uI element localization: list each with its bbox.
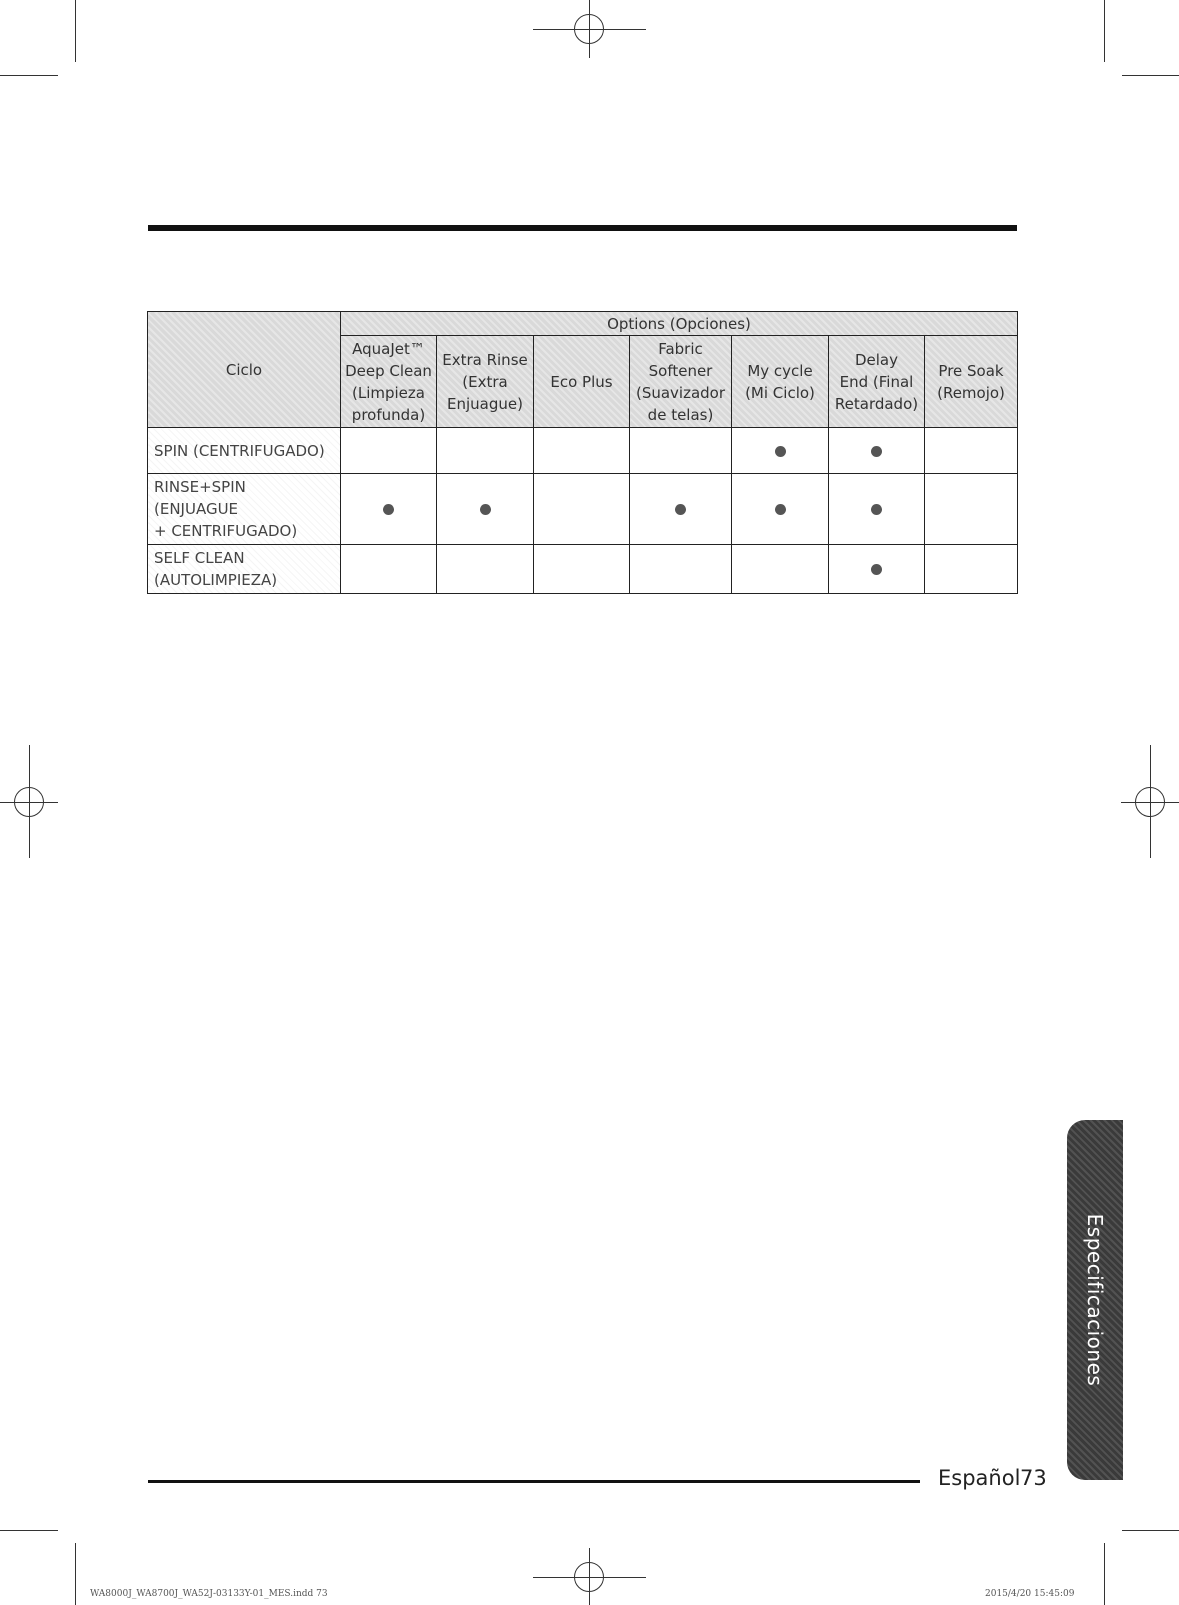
table-row [148, 474, 1018, 545]
option-header-line: de telas) [647, 405, 714, 424]
option-header-line: Eco Plus [550, 372, 613, 391]
cycle-name [148, 545, 341, 594]
print-file-name: WA8000J_WA8700J_WA52J-03133Y-01_MES.indd 73 [90, 1589, 328, 1599]
print-timestamp: 2015/4/20 15:45:09 [985, 1589, 1075, 1599]
cycle-column-header: Ciclo [148, 312, 341, 428]
option-column-header [534, 336, 630, 428]
registration-mark [574, 1562, 604, 1592]
option-header-line: Softener [648, 361, 713, 380]
cycle-name-line: (AUTOLIMPIEZA) [154, 571, 278, 589]
option-column-header [437, 336, 534, 428]
option-header-line: (Limpieza [352, 383, 425, 402]
registration-mark [574, 14, 604, 44]
crop-mark [1122, 1530, 1179, 1531]
option-cell [630, 428, 732, 474]
option-column-header [341, 336, 437, 428]
cycle-options-table [147, 311, 1018, 594]
cycle-name-line: RINSE+SPIN (ENJUAGUE [154, 478, 246, 518]
option-header-line: profunda) [351, 405, 426, 424]
option-column-header [925, 336, 1018, 428]
crop-mark [1122, 75, 1179, 76]
registration-mark [1135, 787, 1165, 817]
page-number: 73 [1020, 1466, 1047, 1490]
option-header-line: (Extra [462, 372, 508, 391]
option-cell [829, 428, 925, 474]
option-cell [437, 428, 534, 474]
cycle-name [148, 428, 341, 474]
table-row [148, 428, 1018, 474]
registration-mark [14, 787, 44, 817]
options-group-header: Options (Opciones) [341, 312, 1018, 336]
crop-mark [0, 75, 58, 76]
option-cell [341, 428, 437, 474]
crop-mark [1104, 0, 1105, 62]
option-cell [925, 428, 1018, 474]
option-header-line: Retardado) [834, 394, 919, 413]
option-cell [437, 545, 534, 594]
option-cell [630, 474, 732, 545]
section-rule [148, 225, 1017, 231]
cycle-name-line: + CENTRIFUGADO) [154, 522, 298, 540]
option-header-line: Deep Clean [345, 361, 432, 380]
available-dot-icon [383, 504, 394, 515]
table-row [148, 545, 1018, 594]
crop-mark [1104, 1543, 1105, 1605]
crop-mark [75, 0, 76, 62]
option-cell [341, 545, 437, 594]
footer-rule [148, 1480, 920, 1483]
option-cell [437, 474, 534, 545]
option-cell [732, 428, 829, 474]
option-header-line: (Remojo) [937, 383, 1005, 402]
option-header-line: My cycle [747, 361, 813, 380]
available-dot-icon [871, 446, 882, 457]
language-label: Español [938, 1466, 1021, 1490]
section-tab-label: Especificaciones [1083, 1213, 1107, 1387]
option-cell [925, 545, 1018, 594]
available-dot-icon [480, 504, 491, 515]
available-dot-icon [775, 504, 786, 515]
option-header-line: (Mi Ciclo) [745, 383, 815, 402]
option-header-line: Delay [854, 350, 898, 369]
option-header-line: Extra Rinse [442, 350, 528, 369]
option-header-line: Pre Soak [938, 361, 1004, 380]
option-header-line: AquaJet™ [352, 339, 425, 358]
option-column-header [630, 336, 732, 428]
available-dot-icon [775, 446, 786, 457]
option-cell [829, 474, 925, 545]
option-column-header [732, 336, 829, 428]
available-dot-icon [675, 504, 686, 515]
option-cell [829, 545, 925, 594]
cycle-name-line: SELF CLEAN [154, 549, 245, 567]
cycle-name [148, 474, 341, 545]
option-cell [732, 474, 829, 545]
option-cell [534, 474, 630, 545]
option-cell [341, 474, 437, 545]
crop-mark [0, 1530, 58, 1531]
option-header-line: Fabric [658, 339, 703, 358]
option-header-line: Enjuague) [447, 394, 523, 413]
option-cell [534, 428, 630, 474]
option-column-header [829, 336, 925, 428]
option-cell [534, 545, 630, 594]
available-dot-icon [871, 504, 882, 515]
option-header-line: (Suavizador [635, 383, 726, 402]
option-header-line: End (Final [839, 372, 914, 391]
cycle-name-line: SPIN (CENTRIFUGADO) [154, 441, 325, 460]
option-cell [925, 474, 1018, 545]
crop-mark [75, 1543, 76, 1605]
option-cell [732, 545, 829, 594]
option-cell [630, 545, 732, 594]
available-dot-icon [871, 564, 882, 575]
